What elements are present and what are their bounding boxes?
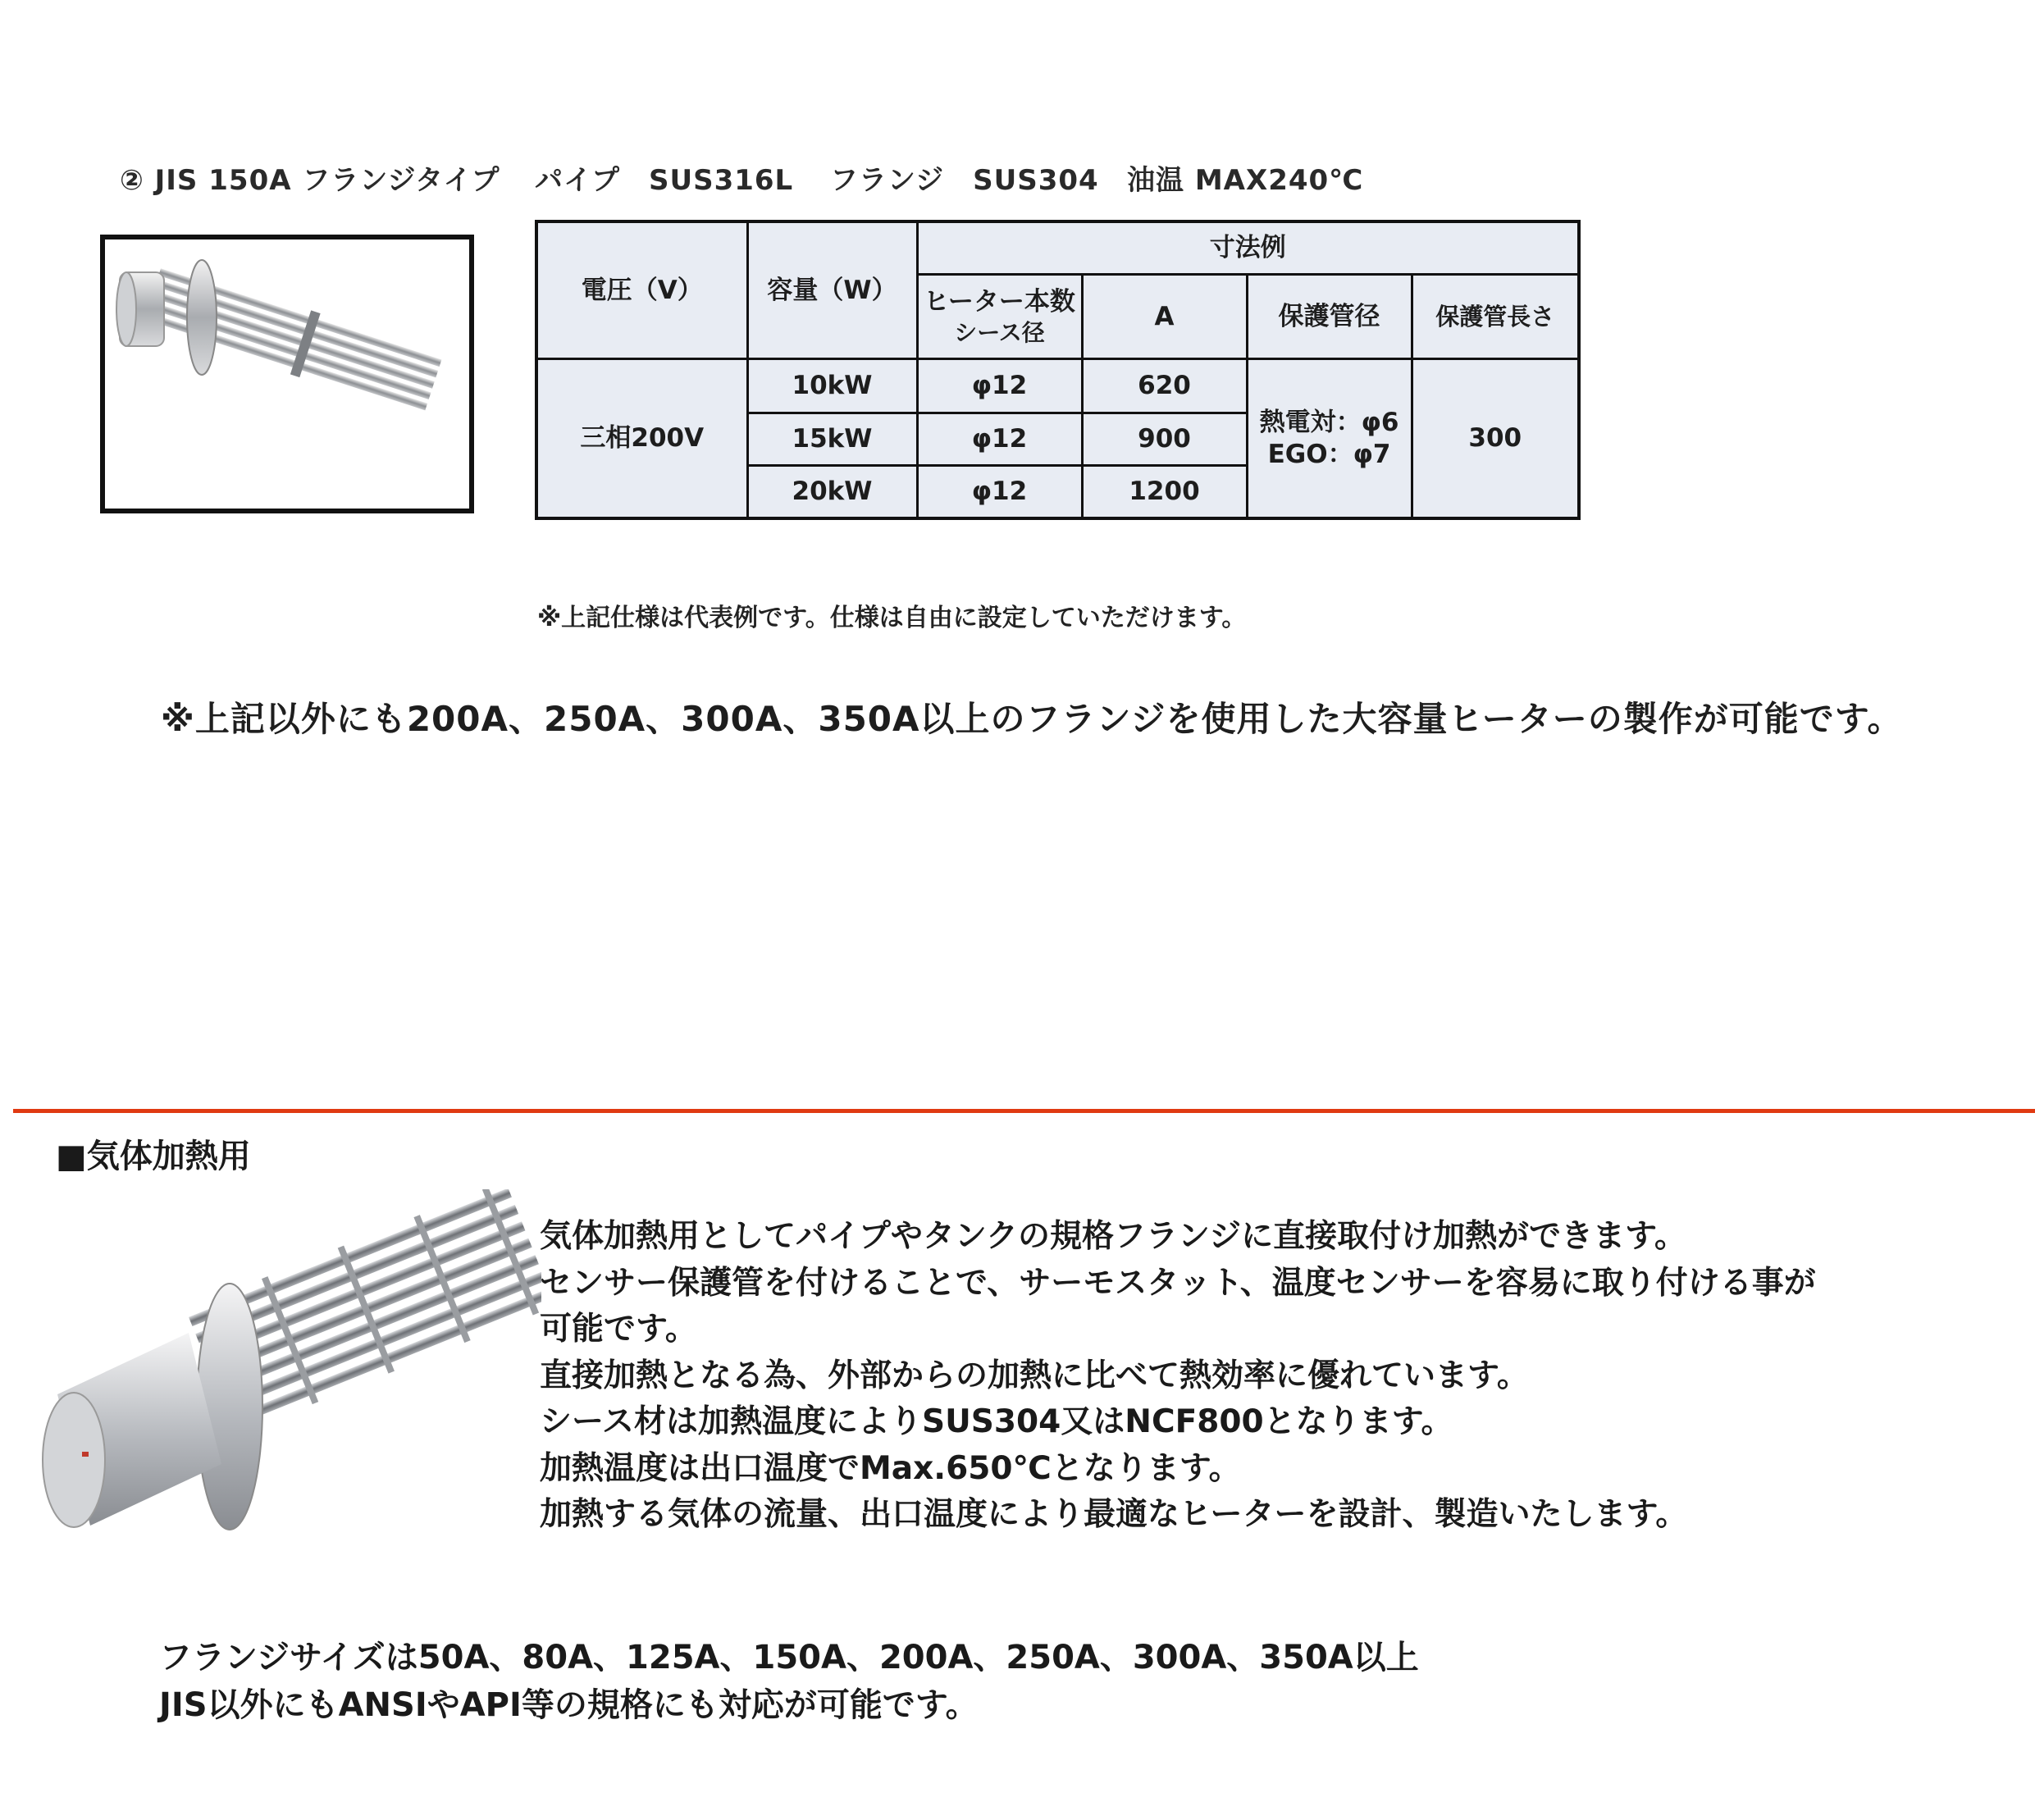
heater-count-header <box>917 274 1082 359</box>
capacity-cell: 10kW <box>747 359 917 413</box>
description-line: 可能です。 <box>540 1311 697 1348</box>
gas-heater-description <box>540 1214 1816 1539</box>
flange-size-line: フランジサイズは50A、80A、125A、150A、200A、250A、300A、350A以上 <box>159 1639 1419 1676</box>
capacity-cell: 15kW <box>747 413 917 465</box>
sheath-cell: φ12 <box>917 359 1082 413</box>
voltage-value: 三相200V <box>536 359 747 518</box>
tube-length-header: 保護管長さ <box>1412 274 1579 359</box>
section-title: ■気体加熱用 <box>56 1138 251 1175</box>
flange-standard-line: JIS以外にもANSIやAPI等の規格にも対応が可能です。 <box>159 1686 979 1724</box>
flange-size-info <box>159 1634 1419 1729</box>
description-line: センサー保護管を付けることで、サーモスタット、温度センサーを容易に取り付ける事が <box>540 1264 1816 1302</box>
heater-count-label: ヒーター本数 <box>924 287 1075 317</box>
tube-diameter-header: 保護管径 <box>1247 274 1412 359</box>
a-cell: 1200 <box>1082 466 1247 518</box>
section-divider <box>13 1109 2035 1113</box>
description-line: 直接加熱となる為、外部からの加熱に比べて熱効率に優れています。 <box>540 1357 1529 1394</box>
spec-table <box>535 220 1581 520</box>
a-cell: 620 <box>1082 359 1247 413</box>
spec-note: ※上記仕様は代表例です。仕様は自由に設定していただけます。 <box>537 604 1247 632</box>
description-line: 気体加熱用としてパイプやタンクの規格フランジに直接取付け加熱ができます。 <box>540 1218 1686 1255</box>
flange-heater-illustration <box>105 239 469 509</box>
spec-pipe: パイプ SUS316L <box>535 164 794 197</box>
ego-diameter: EGO：φ7 <box>1267 439 1391 469</box>
a-header: A <box>1082 274 1247 359</box>
capacity-cell: 20kW <box>747 466 917 518</box>
sheath-cell: φ12 <box>917 466 1082 518</box>
description-line: 加熱する気体の流量、出口温度により最適なヒーターを設計、製造いたします。 <box>540 1496 1688 1533</box>
flange-heater-image <box>100 235 474 513</box>
spec-title: ② JIS 150A フランジタイプ <box>120 164 500 197</box>
description-line: 加熱温度は出口温度でMax.650℃となります。 <box>540 1449 1241 1487</box>
gas-heater-image <box>25 1189 541 1542</box>
spec-flange: フランジ SUS304 <box>830 164 1099 197</box>
gas-heater-illustration <box>25 1189 541 1542</box>
thermocouple-diameter: 熱電対：φ6 <box>1259 407 1399 437</box>
large-capacity-note: ※上記以外にも200A、250A、300A、350A以上のフランジを使用した大容量ヒーターの製作が可能です。 <box>161 699 1903 739</box>
tube-diameter-value <box>1247 359 1412 518</box>
spec-oil-temp: 油温 MAX240℃ <box>1127 164 1364 197</box>
a-cell: 900 <box>1082 413 1247 465</box>
voltage-header: 電圧（V） <box>536 221 747 359</box>
sheath-diameter-label: シース径 <box>954 319 1045 346</box>
sheath-cell: φ12 <box>917 413 1082 465</box>
description-line: シース材は加熱温度によりSUS304又はNCF800となります。 <box>540 1403 1453 1440</box>
capacity-header: 容量（W） <box>747 221 917 359</box>
dimension-header: 寸法例 <box>917 221 1579 274</box>
tube-length-value: 300 <box>1412 359 1579 518</box>
